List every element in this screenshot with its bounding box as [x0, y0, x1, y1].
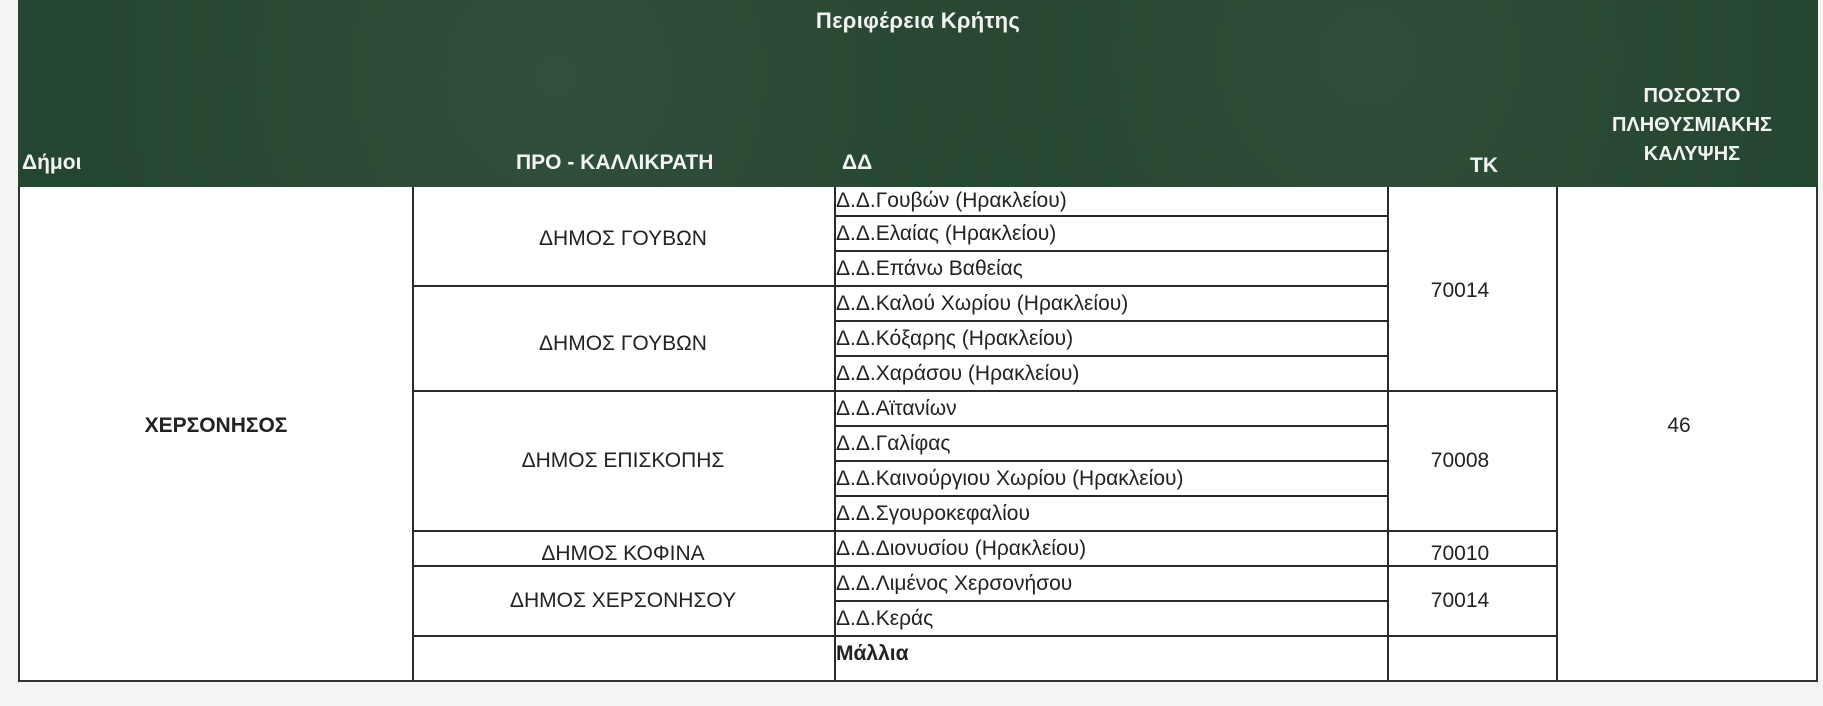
department-cell: Δ.Δ.Σγουροκεφαλίου — [836, 502, 1030, 525]
column-header-tk: ΤΚ — [1470, 154, 1498, 177]
grid-line — [834, 250, 1389, 252]
pro-kallikrati-cell: ΔΗΜΟΣ ΓΟΥΒΩΝ — [539, 332, 707, 355]
municipality-cell: ΧΕΡΣΟΝΗΣΟΣ — [144, 414, 288, 437]
department-cell: Δ.Δ.Χαράσου (Ηρακλείου) — [836, 362, 1080, 385]
region-title: Περιφέρεια Κρήτης — [815, 8, 1021, 33]
postal-code-cell: 70014 — [1430, 279, 1490, 302]
pro-kallikrati-cell: ΔΗΜΟΣ ΚΟΦΙΝΑ — [541, 542, 705, 565]
department-cell: Δ.Δ.Διονυσίου (Ηρακλείου) — [836, 537, 1087, 560]
table-body — [18, 187, 1818, 682]
column-header-dd: ΔΔ — [842, 151, 873, 174]
pro-kallikrati-cell: ΔΗΜΟΣ ΕΠΙΣΚΟΠΗΣ — [521, 449, 725, 472]
table-header — [18, 0, 1818, 187]
grid-line — [834, 425, 1389, 427]
department-cell: Δ.Δ.Αϊτανίων — [836, 397, 957, 420]
grid-line — [834, 285, 1389, 287]
column-header-pososto-line: ΠΟΣΟΣΤΟ — [1643, 85, 1741, 107]
column-header-pososto-line: ΚΑΛΥΨΗΣ — [1643, 143, 1741, 165]
spreadsheet-sheet — [18, 0, 1818, 682]
department-cell: Δ.Δ.Καινούργιου Χωρίου (Ηρακλείου) — [836, 467, 1184, 490]
grid-line — [834, 355, 1389, 357]
grid-line — [834, 600, 1389, 602]
department-cell: Δ.Δ.Λιμένος Χερσονήσου — [836, 572, 1073, 595]
department-cell: Δ.Δ.Καλού Χωρίου (Ηρακλείου) — [836, 292, 1129, 315]
column-header-dimoi: Δήμοι — [22, 151, 82, 174]
department-cell: Δ.Δ.Κεράς — [836, 607, 934, 630]
department-cell: Δ.Δ.Κόξαρης (Ηρακλείου) — [836, 327, 1074, 350]
postal-code-cell: 70008 — [1430, 449, 1490, 472]
grid-line — [834, 530, 1389, 532]
grid-line — [412, 390, 836, 392]
grid-line — [412, 530, 836, 532]
pro-kallikrati-cell: ΔΗΜΟΣ ΧΕΡΣΟΝΗΣΟΥ — [509, 589, 737, 612]
department-cell: Δ.Δ.Γαλίφας — [836, 432, 951, 455]
grid-line — [1387, 530, 1558, 532]
grid-line — [834, 390, 1389, 392]
pro-kallikrati-cell: ΔΗΜΟΣ ΓΟΥΒΩΝ — [539, 227, 707, 250]
department-cell: Δ.Δ.Ελαίας (Ηρακλείου) — [836, 222, 1057, 245]
column-header-pro-kallikrati: ΠΡΟ - ΚΑΛΛΙΚΡΑΤΗ — [516, 151, 714, 174]
column-header-pososto-line: ΠΛΗΘΥΣΜΙΑΚΗΣ — [1611, 114, 1773, 136]
grid-line — [834, 495, 1389, 497]
department-cell: Μάλλια — [836, 642, 909, 665]
grid-line — [412, 635, 836, 637]
grid-line — [1387, 390, 1558, 392]
grid-line — [834, 215, 1389, 217]
department-cell: Δ.Δ.Επάνω Βαθείας — [836, 257, 1023, 280]
column-header-pososto — [1576, 82, 1808, 169]
department-cell: Δ.Δ.Γουβών (Ηρακλείου) — [836, 189, 1067, 212]
grid-line — [834, 635, 1389, 637]
grid-line — [1387, 635, 1558, 637]
postal-code-cell: 70010 — [1430, 542, 1490, 565]
grid-line — [834, 565, 1389, 567]
coverage-percent-cell: 46 — [1667, 414, 1691, 437]
grid-line — [834, 460, 1389, 462]
postal-code-cell: 70014 — [1430, 589, 1490, 612]
grid-line — [412, 285, 836, 287]
grid-line — [834, 320, 1389, 322]
